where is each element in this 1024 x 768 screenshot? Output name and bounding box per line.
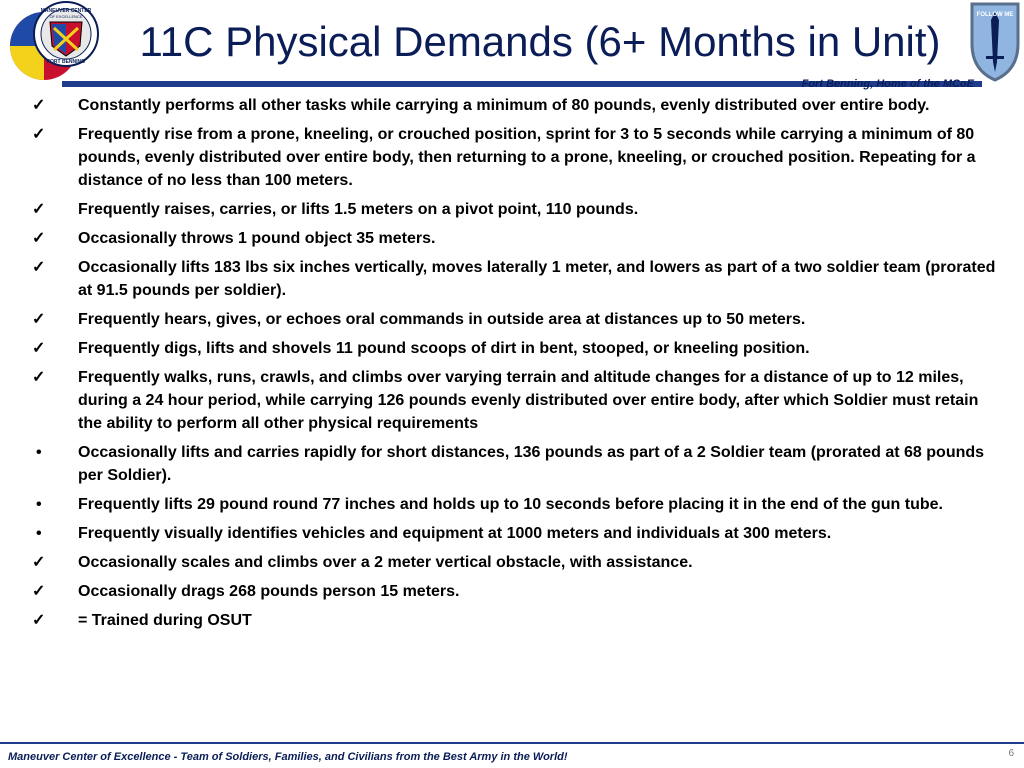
infantry-shield-logo	[968, 0, 1022, 84]
list-item	[30, 125, 998, 192]
list-item	[30, 611, 998, 632]
checkmark-icon: ✓	[32, 259, 46, 276]
footer-text: Maneuver Center of Excellence - Team of Soldiers, Families, and Civilians from the Best Army in the World!	[8, 751, 568, 763]
logo-left-text-top: MANEUVER CENTER	[40, 8, 92, 14]
list-item-text: Occasionally lifts 183 lbs six inches vertically, moves laterally 1 meter, and lowers as part of a two soldier team (prorated at 91.5 pounds per soldier).	[78, 259, 996, 299]
list-item	[30, 368, 998, 435]
checkmark-icon: ✓	[32, 311, 46, 328]
list-item	[30, 495, 998, 516]
list-item-text: Frequently hears, gives, or echoes oral commands in outside area at distances up to 50 meters.	[78, 311, 806, 328]
checkmark-icon: ✓	[32, 340, 46, 357]
list-item-text: Frequently visually identifies vehicles and equipment at 1000 meters and individuals at 300 meters.	[78, 525, 832, 542]
checkmark-icon: ✓	[32, 369, 46, 386]
list-item	[30, 443, 998, 487]
list-item-text: Frequently rise from a prone, kneeling, or crouched position, sprint for 3 to 5 seconds while carrying a minimum of 80 pounds, evenly distributed over entire body, then returning to a prone, kneeling, or crouched position. Repeating for a distance of no less than 100 meters.	[78, 126, 976, 189]
list-item	[30, 339, 998, 360]
logo-right-text: FOLLOW ME	[976, 12, 1014, 18]
list-item-text: Occasionally throws 1 pound object 35 meters.	[78, 230, 436, 247]
list-item-text: Occasionally scales and climbs over a 2 meter vertical obstacle, with assistance.	[78, 554, 693, 571]
list-item-text: Constantly performs all other tasks while carrying a minimum of 80 pounds, evenly distributed over entire body.	[78, 97, 930, 114]
slide-title: 11C Physical Demands (6+ Months in Unit)	[139, 18, 941, 65]
list-item	[30, 582, 998, 603]
list-item	[30, 200, 998, 221]
header-subtitle: Fort Benning, Home of the MCoE	[801, 78, 974, 90]
list-item	[30, 96, 998, 117]
checkmark-icon: ✓	[32, 97, 46, 114]
list-item	[30, 553, 998, 574]
page-number: 6	[1008, 748, 1014, 759]
list-item-text: Occasionally lifts and carries rapidly for short distances, 136 pounds as part of a 2 Soldier team (prorated at 68 pounds per Soldier).	[78, 444, 985, 484]
checkmark-icon: ✓	[32, 230, 46, 247]
requirements-list	[30, 96, 998, 640]
list-item-text: Frequently digs, lifts and shovels 11 pound scoops of dirt in bent, stooped, or kneeling position.	[78, 340, 810, 357]
logo-left-text-mid: OF EXCELLENCE	[49, 14, 83, 19]
list-item-text: Frequently lifts 29 pound round 77 inches and holds up to 10 seconds before placing it in the end of the gun tube.	[78, 496, 943, 513]
checkmark-icon: ✓	[32, 612, 46, 629]
checkmark-icon: ✓	[32, 126, 46, 143]
bullet-icon: •	[36, 496, 42, 513]
footer-rule	[0, 742, 1024, 744]
list-item	[30, 310, 998, 331]
list-item-text: Frequently raises, carries, or lifts 1.5 meters on a pivot point, 110 pounds.	[78, 201, 639, 218]
list-item	[30, 229, 998, 250]
list-item	[30, 524, 998, 545]
list-item-text: Frequently walks, runs, crawls, and climbs over varying terrain and altitude changes for a distance of up to 12 miles, during a 24 hour period, while carrying 126 pounds evenly distributed over entire body, after which Soldier must retain the ability to perform all other physical requirements	[78, 369, 979, 432]
checkmark-icon: ✓	[32, 583, 46, 600]
list-item	[30, 258, 998, 302]
list-item-text: = Trained during OSUT	[78, 612, 252, 629]
bullet-icon: •	[36, 525, 42, 542]
list-item-text: Occasionally drags 268 pounds person 15 meters.	[78, 583, 460, 600]
checkmark-icon: ✓	[32, 201, 46, 218]
bullet-icon: •	[36, 444, 42, 461]
logo-left-text-bottom: FORT BENNING	[46, 59, 86, 65]
checkmark-icon: ✓	[32, 554, 46, 571]
